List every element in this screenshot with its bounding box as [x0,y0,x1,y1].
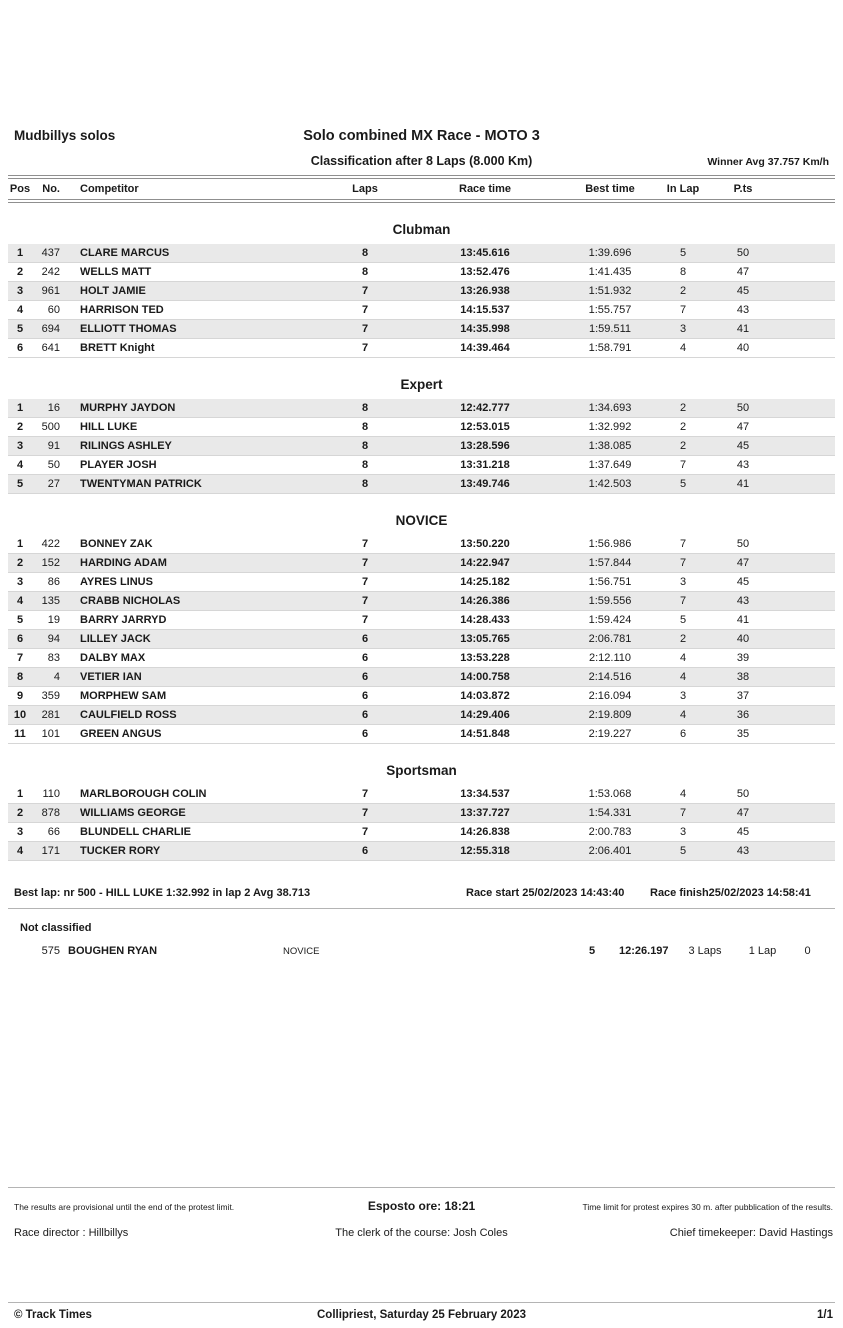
table-row [8,804,835,823]
cell-besttime: 1:32.992 [588,421,632,433]
cell-competitor: CAULFIELD ROSS [80,709,177,721]
cell-pts: 45 [736,285,750,297]
cell-pos: 4 [16,845,24,857]
table-row [8,320,835,339]
cell-laps: 7 [361,788,369,800]
cell-besttime: 2:06.401 [588,845,632,857]
results-table-body [8,222,835,861]
cell-competitor: BLUNDELL CHARLIE [80,826,192,838]
cell-racetime: 14:29.406 [460,709,510,721]
cell-laps: 6 [361,690,369,702]
copyright-text: © Track Times [14,1309,92,1321]
cell-no: 422 [41,538,60,550]
cell-racetime: 14:22.947 [460,557,510,569]
table-row [8,263,835,282]
cell-competitor: PLAYER JOSH [80,459,157,471]
cell-pos: 4 [16,459,24,471]
cell-pts: 43 [736,845,750,857]
cell-competitor: WELLS MATT [80,266,152,278]
table-row [8,339,835,358]
cell-pos: 6 [16,633,24,645]
cell-racetime: 13:53.228 [460,652,510,664]
location-date: Collipriest, Saturday 25 February 2023 [316,1309,526,1321]
cell-inlap: 7 [679,538,687,550]
cell-competitor: WILLIAMS GEORGE [80,807,186,819]
section-title: Expert [400,377,443,392]
table-row [8,687,835,706]
cell-no: 94 [47,633,60,645]
cell-besttime: 1:57.844 [588,557,632,569]
table-header-row [8,179,835,199]
section-title: Sportsman [386,763,457,778]
cell-pts: 41 [736,614,750,626]
cell-laps: 7 [361,304,369,316]
cell-laps: 7 [361,807,369,819]
cell-pts: 50 [736,788,750,800]
cell-no: 152 [41,557,60,569]
cell-competitor: BRETT Knight [80,342,155,354]
cell-pos: 4 [16,304,24,316]
cell-besttime: 1:56.986 [588,538,632,550]
cell-inlap: 8 [679,266,687,278]
cell-besttime: 2:19.809 [588,709,632,721]
cell-pts: 47 [736,557,750,569]
cell-laps: 7 [361,614,369,626]
cell-besttime: 1:54.331 [588,807,632,819]
race-summary-row [8,887,835,902]
cell-besttime: 2:00.783 [588,826,632,838]
cell-inlap: 5 [679,614,687,626]
cell-pos: 4 [16,595,24,607]
cell-no: 110 [42,788,60,800]
cell-no: 16 [47,402,60,414]
results-page [0,128,843,1328]
cell-racetime: 13:49.746 [460,478,510,490]
cell-laps: 6 [361,845,369,857]
cell-no: 135 [41,595,60,607]
cell-pos: 2 [16,807,24,819]
col-header-pts: P.ts [733,183,753,195]
cell-competitor: HARRISON TED [80,304,164,316]
cell-besttime: 1:59.511 [588,323,631,335]
page-footer [8,1302,835,1327]
table-row [8,554,835,573]
table-row [8,592,835,611]
cell-competitor: HILL LUKE [80,421,138,433]
cell-competitor: MARLBOROUGH COLIN [80,788,207,800]
cell-no: 4 [53,671,60,683]
cell-besttime: 1:41.435 [588,266,632,278]
cell-racetime: 13:34.537 [460,788,510,800]
table-row [8,823,835,842]
cell-no: 19 [47,614,60,626]
cell-besttime: 1:58.791 [588,342,632,354]
race-director: Race director : Hillbillys [14,1227,129,1239]
cell-no: 86 [47,576,60,588]
cell-pts: 45 [736,826,750,838]
section-rows [8,244,835,358]
classification-subtitle: Classification after 8 Laps (8.000 Km) [310,154,533,168]
cell-racetime: 13:52.476 [460,266,510,278]
cell-pos: 2 [16,266,24,278]
cell-besttime: 1:42.503 [588,478,632,490]
cell-inlap: 5 [679,247,687,259]
footer-row [8,1309,835,1327]
cell-besttime: 1:53.068 [588,788,632,800]
cell-pos: 1 [16,402,24,414]
cell-pos: 9 [16,690,24,702]
cell-competitor: BOUGHEN RYAN [68,945,158,957]
table-row [8,785,835,804]
cell-pts: 41 [736,323,750,335]
cell-pos: 7 [16,652,24,664]
cell-competitor: VETIER IAN [80,671,142,683]
officials-row-2 [8,1227,835,1243]
section-rows [8,535,835,744]
cell-inlap: 6 [679,728,687,740]
cell-laps: 6 [361,709,369,721]
cell-inlap: 2 [679,402,687,414]
cell-laps: 7 [361,285,369,297]
cell-competitor: BARRY JARRYD [80,614,167,626]
cell-racetime: 14:39.464 [460,342,510,354]
cell-pos: 5 [16,614,24,626]
best-lap-text: Best lap: nr 500 - HILL LUKE 1:32.992 in lap 2 Avg 38.713 [14,887,311,899]
table-row [8,437,835,456]
cell-besttime: 1:59.556 [588,595,632,607]
cell-inlap: 2 [679,440,687,452]
table-row [8,725,835,744]
cell-laps: 7 [361,826,369,838]
table-row [8,301,835,320]
cell-pts: 45 [736,440,750,452]
col-header-no: No. [42,183,60,195]
cell-competitor: CRABB NICHOLAS [80,595,181,607]
time-limit-note: Time limit for protest expires 30 m. after pubblication of the results. [582,1202,833,1212]
cell-racetime: 14:26.386 [460,595,510,607]
cell-pts: 40 [736,342,750,354]
cell-no: 575 [41,945,60,957]
cell-pts: 47 [736,807,750,819]
cell-racetime: 14:28.433 [460,614,510,626]
cell-pts: 38 [736,671,750,683]
cell-laps: 8 [361,266,369,278]
cell-competitor: LILLEY JACK [80,633,151,645]
cell-laps-done: 3 Laps [688,945,722,957]
col-header-laps: Laps [352,183,378,195]
cell-no: 60 [47,304,60,316]
table-row [8,706,835,725]
cell-pts: 41 [736,478,750,490]
cell-laps: 8 [361,440,369,452]
cell-laps: 6 [361,728,369,740]
cell-no: 101 [41,728,60,740]
cell-pos: 1 [16,788,24,800]
cell-category: NOVICE [283,945,320,957]
cell-pos: 8 [16,671,24,683]
cell-no: 171 [41,845,60,857]
winner-avg: Winner Avg 37.757 Km/h [707,156,829,168]
cell-besttime: 1:59.424 [588,614,632,626]
cell-competitor: MURPHY JAYDON [80,402,176,414]
table-row [8,244,835,263]
col-header-pos: Pos [9,183,31,195]
cell-laps: 6 [361,671,369,683]
cell-inlap: 5 [588,945,596,957]
race-title: Solo combined MX Race - MOTO 3 [303,128,540,144]
cell-laps: 8 [361,478,369,490]
cell-competitor: GREEN ANGUS [80,728,162,740]
cell-laps: 8 [361,402,369,414]
cell-pts: 36 [736,709,750,721]
not-classified-label: Not classified [20,922,92,934]
table-row [8,475,835,494]
table-row [8,399,835,418]
cell-besttime: 1:38.085 [588,440,632,452]
table-row [8,282,835,301]
cell-laps: 7 [361,576,369,588]
cell-besttime: 1:39.696 [588,247,632,259]
table-row [8,535,835,554]
cell-racetime: 14:00.758 [460,671,510,683]
cell-racetime: 13:50.220 [460,538,510,550]
cell-racetime: 14:03.872 [460,690,510,702]
cell-pts: 35 [736,728,750,740]
cell-pos: 5 [16,478,24,490]
cell-competitor: AYRES LINUS [80,576,153,588]
cell-competitor: ELLIOTT THOMAS [80,323,177,335]
cell-pos: 3 [16,826,24,838]
cell-inlap: 5 [679,845,687,857]
not-classified-row [8,942,835,960]
cell-inlap: 2 [679,285,687,297]
cell-inlap: 4 [679,671,687,683]
cell-pos: 11 [14,728,26,740]
cell-besttime: 2:19.227 [588,728,632,740]
cell-no: 242 [41,266,60,278]
cell-inlap: 7 [679,557,687,569]
cell-pos: 2 [16,557,24,569]
cell-racetime: 12:55.318 [460,845,510,857]
cell-besttime: 2:16.094 [588,690,632,702]
cell-racetime: 14:51.848 [460,728,510,740]
cell-inlap: 2 [679,633,687,645]
cell-pos: 5 [16,323,24,335]
section-title: NOVICE [395,513,448,528]
col-header-racetime: Race time [459,183,511,195]
cell-racetime: 13:31.218 [460,459,510,471]
cell-inlap: 4 [679,342,687,354]
cell-no: 878 [41,807,60,819]
cell-no: 281 [41,709,60,721]
cell-pos: 3 [16,576,24,588]
summary-divider [8,908,835,909]
cell-racetime: 13:05.765 [460,633,510,645]
club-name: Mudbillys solos [14,128,116,143]
cell-laps: 6 [361,652,369,664]
cell-pts: 50 [736,402,750,414]
section-title: Clubman [392,222,451,237]
cell-racetime: 14:35.998 [460,323,510,335]
cell-pos: 6 [16,342,24,354]
cell-racetime: 14:15.537 [460,304,510,316]
cell-besttime: 1:51.932 [588,285,632,297]
cell-besttime: 1:55.757 [588,304,632,316]
esposto-time: Esposto ore: 18:21 [367,1199,476,1213]
race-start-text: Race start 25/02/2023 14:43:40 [466,887,625,899]
cell-inlap: 3 [679,690,687,702]
col-header-competitor: Competitor [80,183,139,195]
cell-pts: 40 [736,633,750,645]
cell-pts: 37 [736,690,750,702]
cell-besttime: 12:26.197 [619,945,669,957]
chief-timekeeper: Chief timekeeper: David Hastings [669,1227,833,1239]
clerk-of-course: The clerk of the course: Josh Coles [335,1227,508,1239]
col-header-inlap: In Lap [666,183,700,195]
cell-inlap: 7 [679,459,687,471]
cell-besttime: 2:06.781 [588,633,632,645]
table-row [8,418,835,437]
section-rows [8,399,835,494]
cell-laps: 8 [361,459,369,471]
cell-pts: 47 [736,421,750,433]
cell-laps: 7 [361,595,369,607]
cell-inlap: 7 [679,807,687,819]
section-rows [8,785,835,861]
title-row [8,128,835,146]
cell-pos: 1 [16,247,24,259]
cell-no: 83 [47,652,60,664]
cell-racetime: 13:28.596 [460,440,510,452]
cell-competitor: TWENTYMAN PATRICK [80,478,202,490]
cell-competitor: BONNEY ZAK [80,538,153,550]
cell-pts: 43 [736,459,750,471]
cell-no: 961 [41,285,60,297]
cell-no: 500 [41,421,60,433]
cell-laps: 8 [361,247,369,259]
cell-racetime: 12:53.015 [460,421,510,433]
cell-pts: 50 [736,538,750,550]
cell-besttime: 1:34.693 [588,402,632,414]
cell-inlap: 4 [679,788,687,800]
cell-laps: 7 [361,538,369,550]
cell-competitor: CLARE MARCUS [80,247,170,259]
footer-divider [8,1302,835,1303]
cell-no: 437 [41,247,60,259]
cell-pos: 1 [16,538,24,550]
cell-no: 359 [41,690,60,702]
table-row [8,456,835,475]
page-number: 1/1 [817,1309,833,1321]
header-rule-bottom [8,199,835,203]
cell-pts: 43 [736,595,750,607]
subtitle-row [8,152,835,172]
cell-no: 66 [47,826,60,838]
cell-laps: 8 [361,421,369,433]
col-header-besttime: Best time [585,183,635,195]
table-row [8,649,835,668]
cell-no: 694 [41,323,60,335]
cell-pos: 3 [16,285,24,297]
cell-inlap: 3 [679,826,687,838]
table-row [8,573,835,592]
cell-pts: 45 [736,576,750,588]
table-row [8,668,835,687]
cell-pos: 10 [13,709,27,721]
table-row [8,842,835,861]
cell-laps: 6 [361,633,369,645]
cell-no: 641 [41,342,60,354]
table-row [8,611,835,630]
cell-besttime: 2:12.110 [588,652,631,664]
provisional-note: The results are provisional until the end of the protest limit. [14,1202,235,1212]
officials-row-1 [8,1197,835,1213]
race-finish-text: Race finish25/02/2023 14:58:41 [650,887,811,899]
cell-inlap: 3 [679,323,687,335]
cell-gap: 1 Lap [748,945,777,957]
cell-racetime: 14:26.838 [460,826,510,838]
cell-pts: 39 [736,652,750,664]
cell-inlap: 4 [679,709,687,721]
cell-racetime: 14:25.182 [460,576,510,588]
not-classified-rows [8,942,835,960]
cell-inlap: 4 [679,652,687,664]
cell-inlap: 5 [679,478,687,490]
table-row [8,630,835,649]
cell-competitor: MORPHEW SAM [80,690,167,702]
cell-besttime: 1:37.649 [588,459,632,471]
cell-laps: 7 [361,342,369,354]
cell-besttime: 2:14.516 [588,671,632,683]
officials-divider [8,1187,835,1188]
cell-competitor: DALBY MAX [80,652,146,664]
cell-racetime: 13:26.938 [460,285,510,297]
cell-racetime: 13:45.616 [460,247,510,259]
cell-besttime: 1:56.751 [588,576,632,588]
cell-pos: 2 [16,421,24,433]
cell-inlap: 2 [679,421,687,433]
cell-racetime: 13:37.727 [460,807,510,819]
cell-pos: 3 [16,440,24,452]
cell-competitor: HOLT JAMIE [80,285,146,297]
officials-block [8,1187,835,1243]
cell-laps: 7 [361,323,369,335]
cell-racetime: 12:42.777 [460,402,510,414]
cell-competitor: RILINGS ASHLEY [80,440,172,452]
cell-no: 27 [47,478,60,490]
cell-no: 50 [47,459,60,471]
cell-pts: 50 [736,247,750,259]
cell-competitor: HARDING ADAM [80,557,167,569]
cell-competitor: TUCKER RORY [80,845,161,857]
cell-no: 91 [47,440,60,452]
cell-inlap: 3 [679,576,687,588]
cell-pts: 0 [804,945,811,957]
cell-pts: 43 [736,304,750,316]
cell-inlap: 7 [679,595,687,607]
cell-inlap: 7 [679,304,687,316]
cell-laps: 7 [361,557,369,569]
cell-pts: 47 [736,266,750,278]
